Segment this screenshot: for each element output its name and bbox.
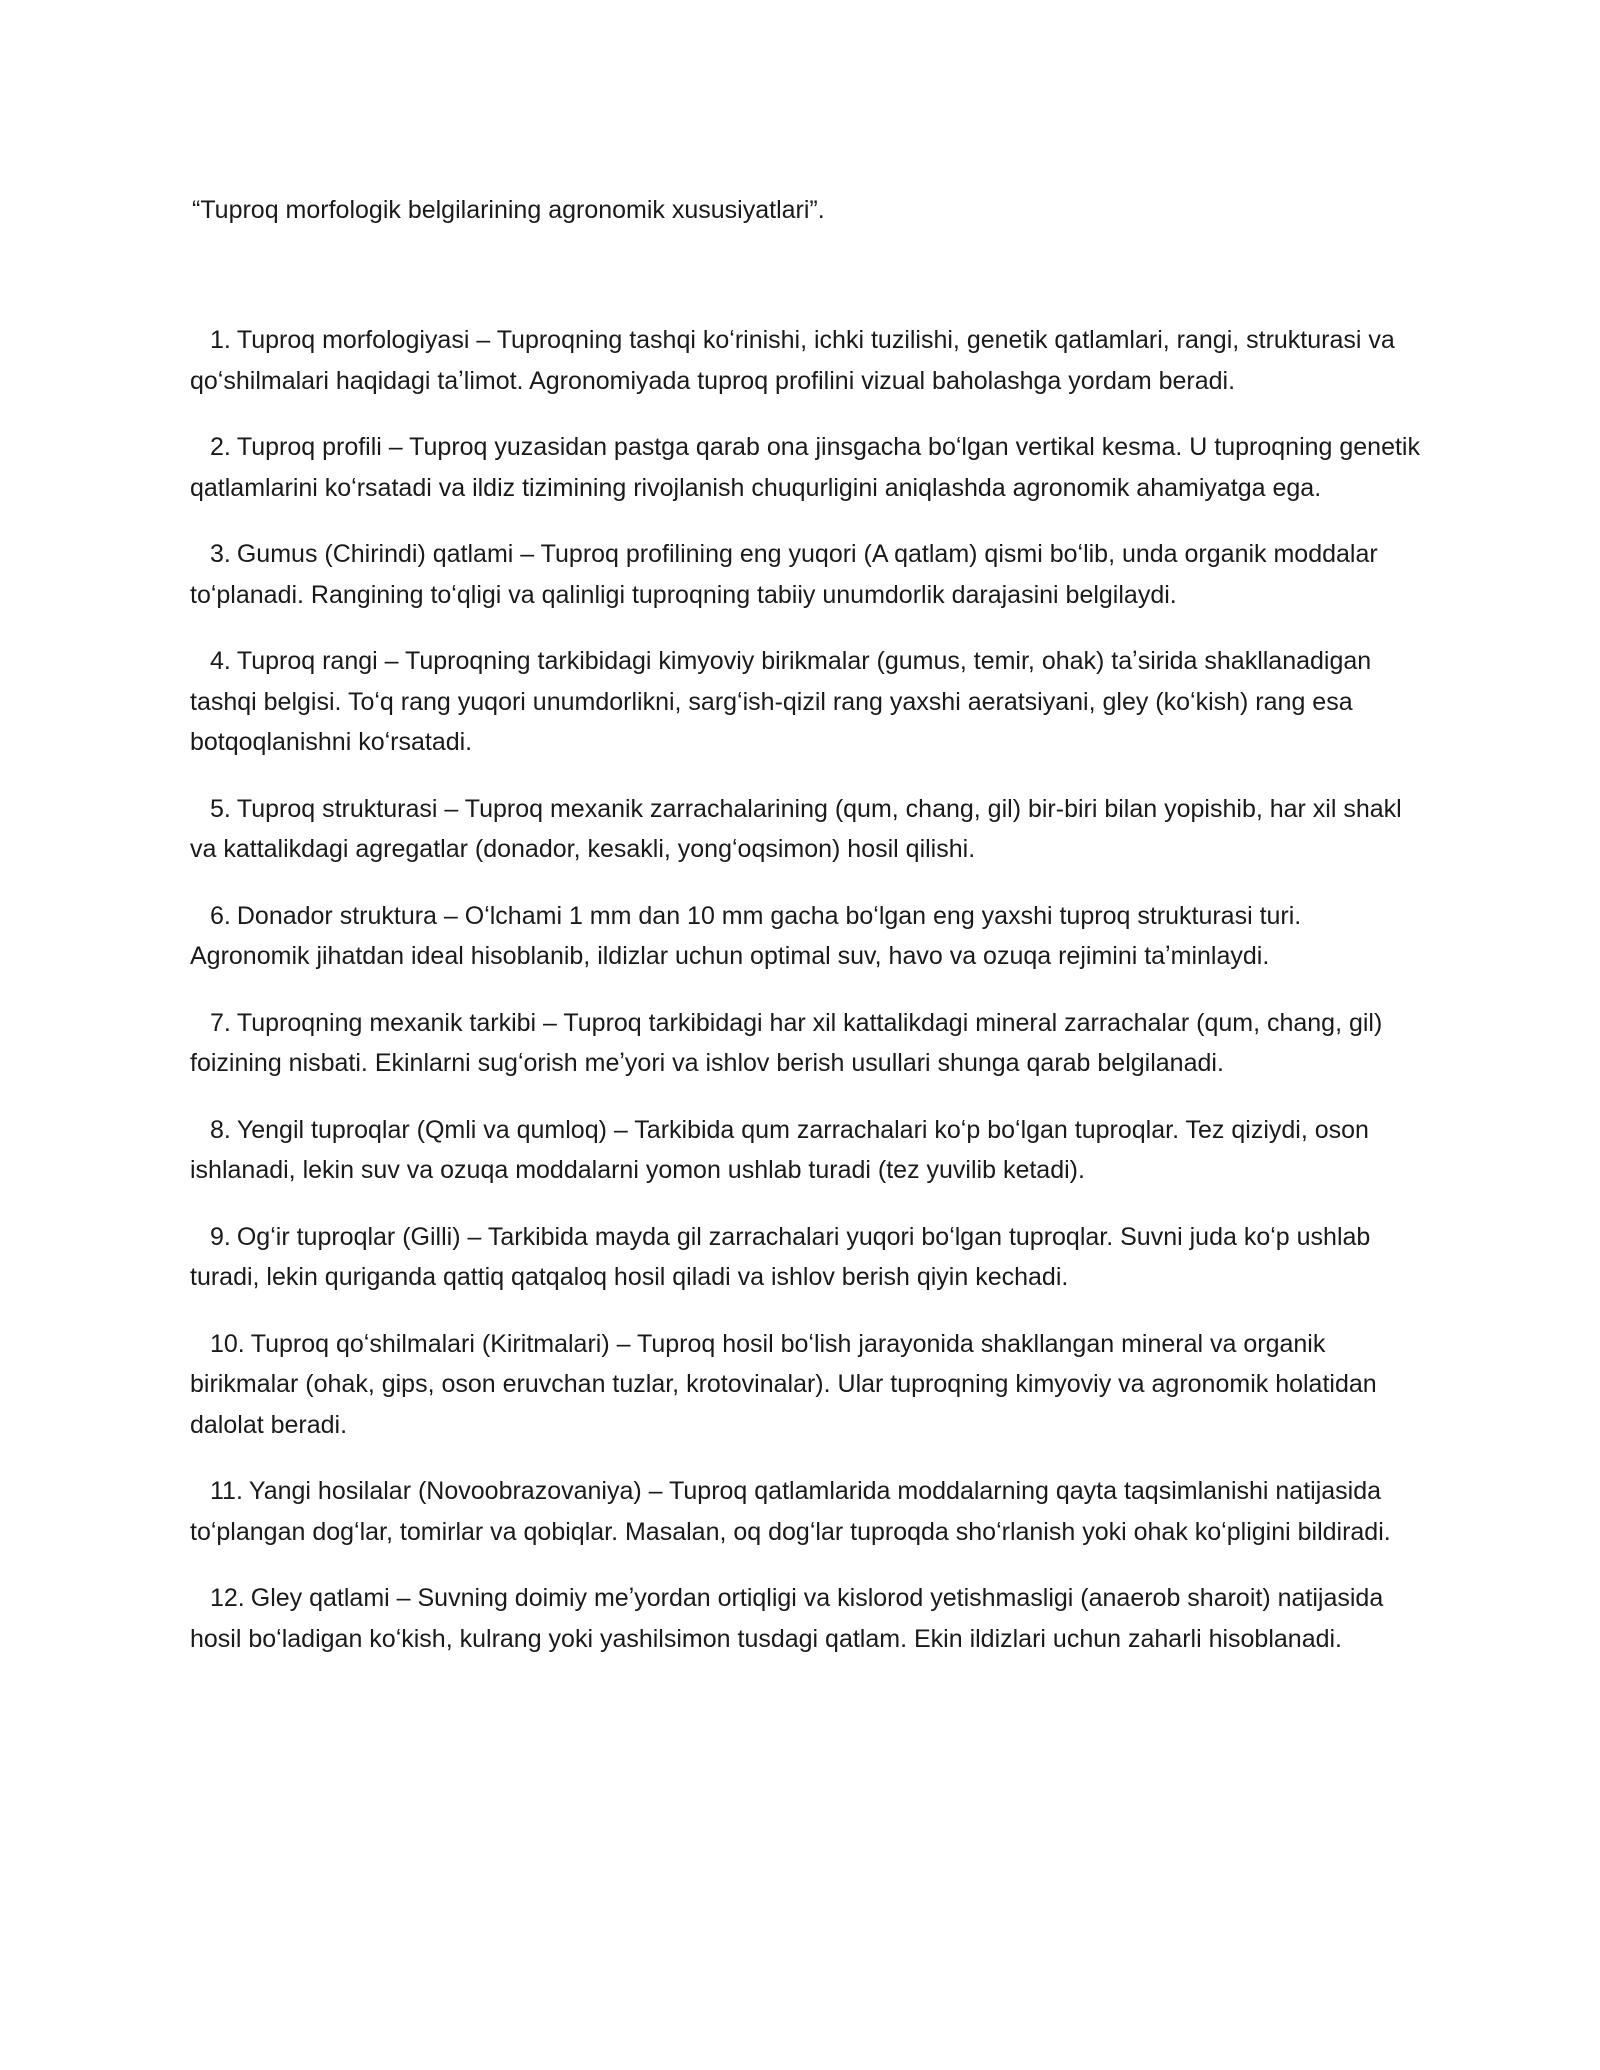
list-item [190, 427, 1420, 508]
item-number: 2. [210, 433, 231, 461]
item-text: Ogʻir tuproqlar (Gilli) – Tarkibida mayda gil zarrachalari yuqori boʻlgan tuproqlar. Suvni juda koʻp ushlab turadi, lekin quriganda qattiq qatqaloq hosil qiladi va ishlov berish qiyin kechadi. [190, 1222, 1371, 1291]
item-number: 10. [210, 1329, 245, 1358]
item-number: 4. [210, 647, 231, 675]
list-item [190, 789, 1420, 870]
item-text: Yangi hosilalar (Novoobrazovaniya) – Tuproq qatlamlarida moddalarning qayta taqsimlanishi natijasida toʻplangan dogʻlar, tomirlar va qobiqlar. Masalan, oq dogʻlar tuproqda shoʻrlanish yoki ohak koʻpligini bildiradi. [190, 1477, 1391, 1546]
item-text: Tuproq morfologiyasi – Tuproqning tashqi koʻrinishi, ichki tuzilishi, genetik qatlamlari, rangi, strukturasi va qoʻshilmalari haqidagi taʼlimot. Agronomiyada tuproq profilini vizual baholashga yordam beradi. [190, 326, 1395, 395]
item-text: Tuproq strukturasi – Tuproq mexanik zarrachalarining (qum, chang, gil) bir-biri bilan yopishib, har xil shakl va kattalikdagi agregatlar (donador, kesakli, yongʻoqsimon) hosil qilishi. [190, 794, 1402, 863]
item-number: 1. [210, 326, 231, 354]
list-item [190, 1471, 1420, 1552]
list-item [190, 1110, 1420, 1191]
list-item [190, 320, 1420, 401]
list-item [190, 896, 1420, 977]
item-number: 5. [210, 794, 231, 823]
item-text: Tuproq profili – Tuproq yuzasidan pastga qarab ona jinsgacha boʻlgan vertikal kesma. U tuproqning genetik qatlamlarini koʻrsatadi va ildiz tizimining rivojlanish chuqurligini aniqlashda agronomik ahamiyatga ega. [190, 433, 1420, 502]
list-item [190, 534, 1420, 615]
item-text: Tuproqning mexanik tarkibi – Tuproq tarkibidagi har xil kattalikdagi mineral zarrachalar (qum, chang, gil) foizining nisbati. Ekinlarni sugʻorish meʼyori va ishlov berish usullari shunga qarab belgilanadi. [190, 1008, 1383, 1077]
definition-list [190, 320, 1420, 1685]
item-text: Tuproq rangi – Tuproqning tarkibidagi kimyoviy birikmalar (gumus, temir, ohak) taʼsirida shakllanadigan tashqi belgisi. Toʻq rang yuqori unumdorlikni, sargʻish-qizil rang yaxshi aeratsiyani, gley (koʻkish) rang esa botqoqlanishni koʻrsatadi. [190, 647, 1372, 756]
item-text: Gley qatlami – Suvning doimiy meʼyordan ortiqligi va kislorod yetishmasligi (anaerob sharoit) natijasida hosil boʻladigan koʻkish, kulrang yoki yashilsimon tusdagi qatlam. Ekin ildizlari uchun zaharli hisoblanadi. [190, 1584, 1384, 1653]
item-number: 8. [210, 1115, 231, 1144]
item-number: 7. [210, 1008, 231, 1037]
item-number: 6. [210, 901, 231, 930]
item-text: Donador struktura – Oʻlchami 1 mm dan 10 mm gacha boʻlgan eng yaxshi tuproq strukturasi turi. Agronomik jihatdan ideal hisoblanib, ildizlar uchun optimal suv, havo va ozuqa rejimini taʼminlaydi. [190, 901, 1302, 970]
item-number: 9. [210, 1222, 231, 1251]
document-title: “Tuproq morfologik belgilarining agronomik xususiyatlari”. [192, 196, 825, 224]
item-number: 3. [210, 540, 231, 568]
item-number: 11. [210, 1477, 243, 1505]
list-item [190, 1217, 1420, 1298]
list-item [190, 1003, 1420, 1084]
item-text: Yengil tuproqlar (Qmli va qumloq) – Tarkibida qum zarrachalari koʻp boʻlgan tuproqlar. Tez qiziydi, oson ishlanadi, lekin suv va ozuqa moddalarni yomon ushlab turadi (tez yuvilib ketadi). [190, 1115, 1369, 1184]
item-text: Tuproq qoʻshilmalari (Kiritmalari) – Tuproq hosil boʻlish jarayonida shakllangan mineral va organik birikmalar (ohak, gips, oson eruvchan tuzlar, krotovinalar). Ular tuproqning kimyoviy va agronomik holatidan dalolat beradi. [190, 1329, 1377, 1439]
list-item [190, 641, 1420, 763]
item-number: 12. [210, 1584, 245, 1612]
list-item [190, 1578, 1420, 1659]
list-item [190, 1324, 1420, 1446]
item-text: Gumus (Chirindi) qatlami – Tuproq profilining eng yuqori (A qatlam) qismi boʻlib, unda organik moddalar toʻplanadi. Rangining toʻqligi va qalinligi tuproqning tabiiy unumdorlik darajasini belgilaydi. [190, 540, 1378, 609]
